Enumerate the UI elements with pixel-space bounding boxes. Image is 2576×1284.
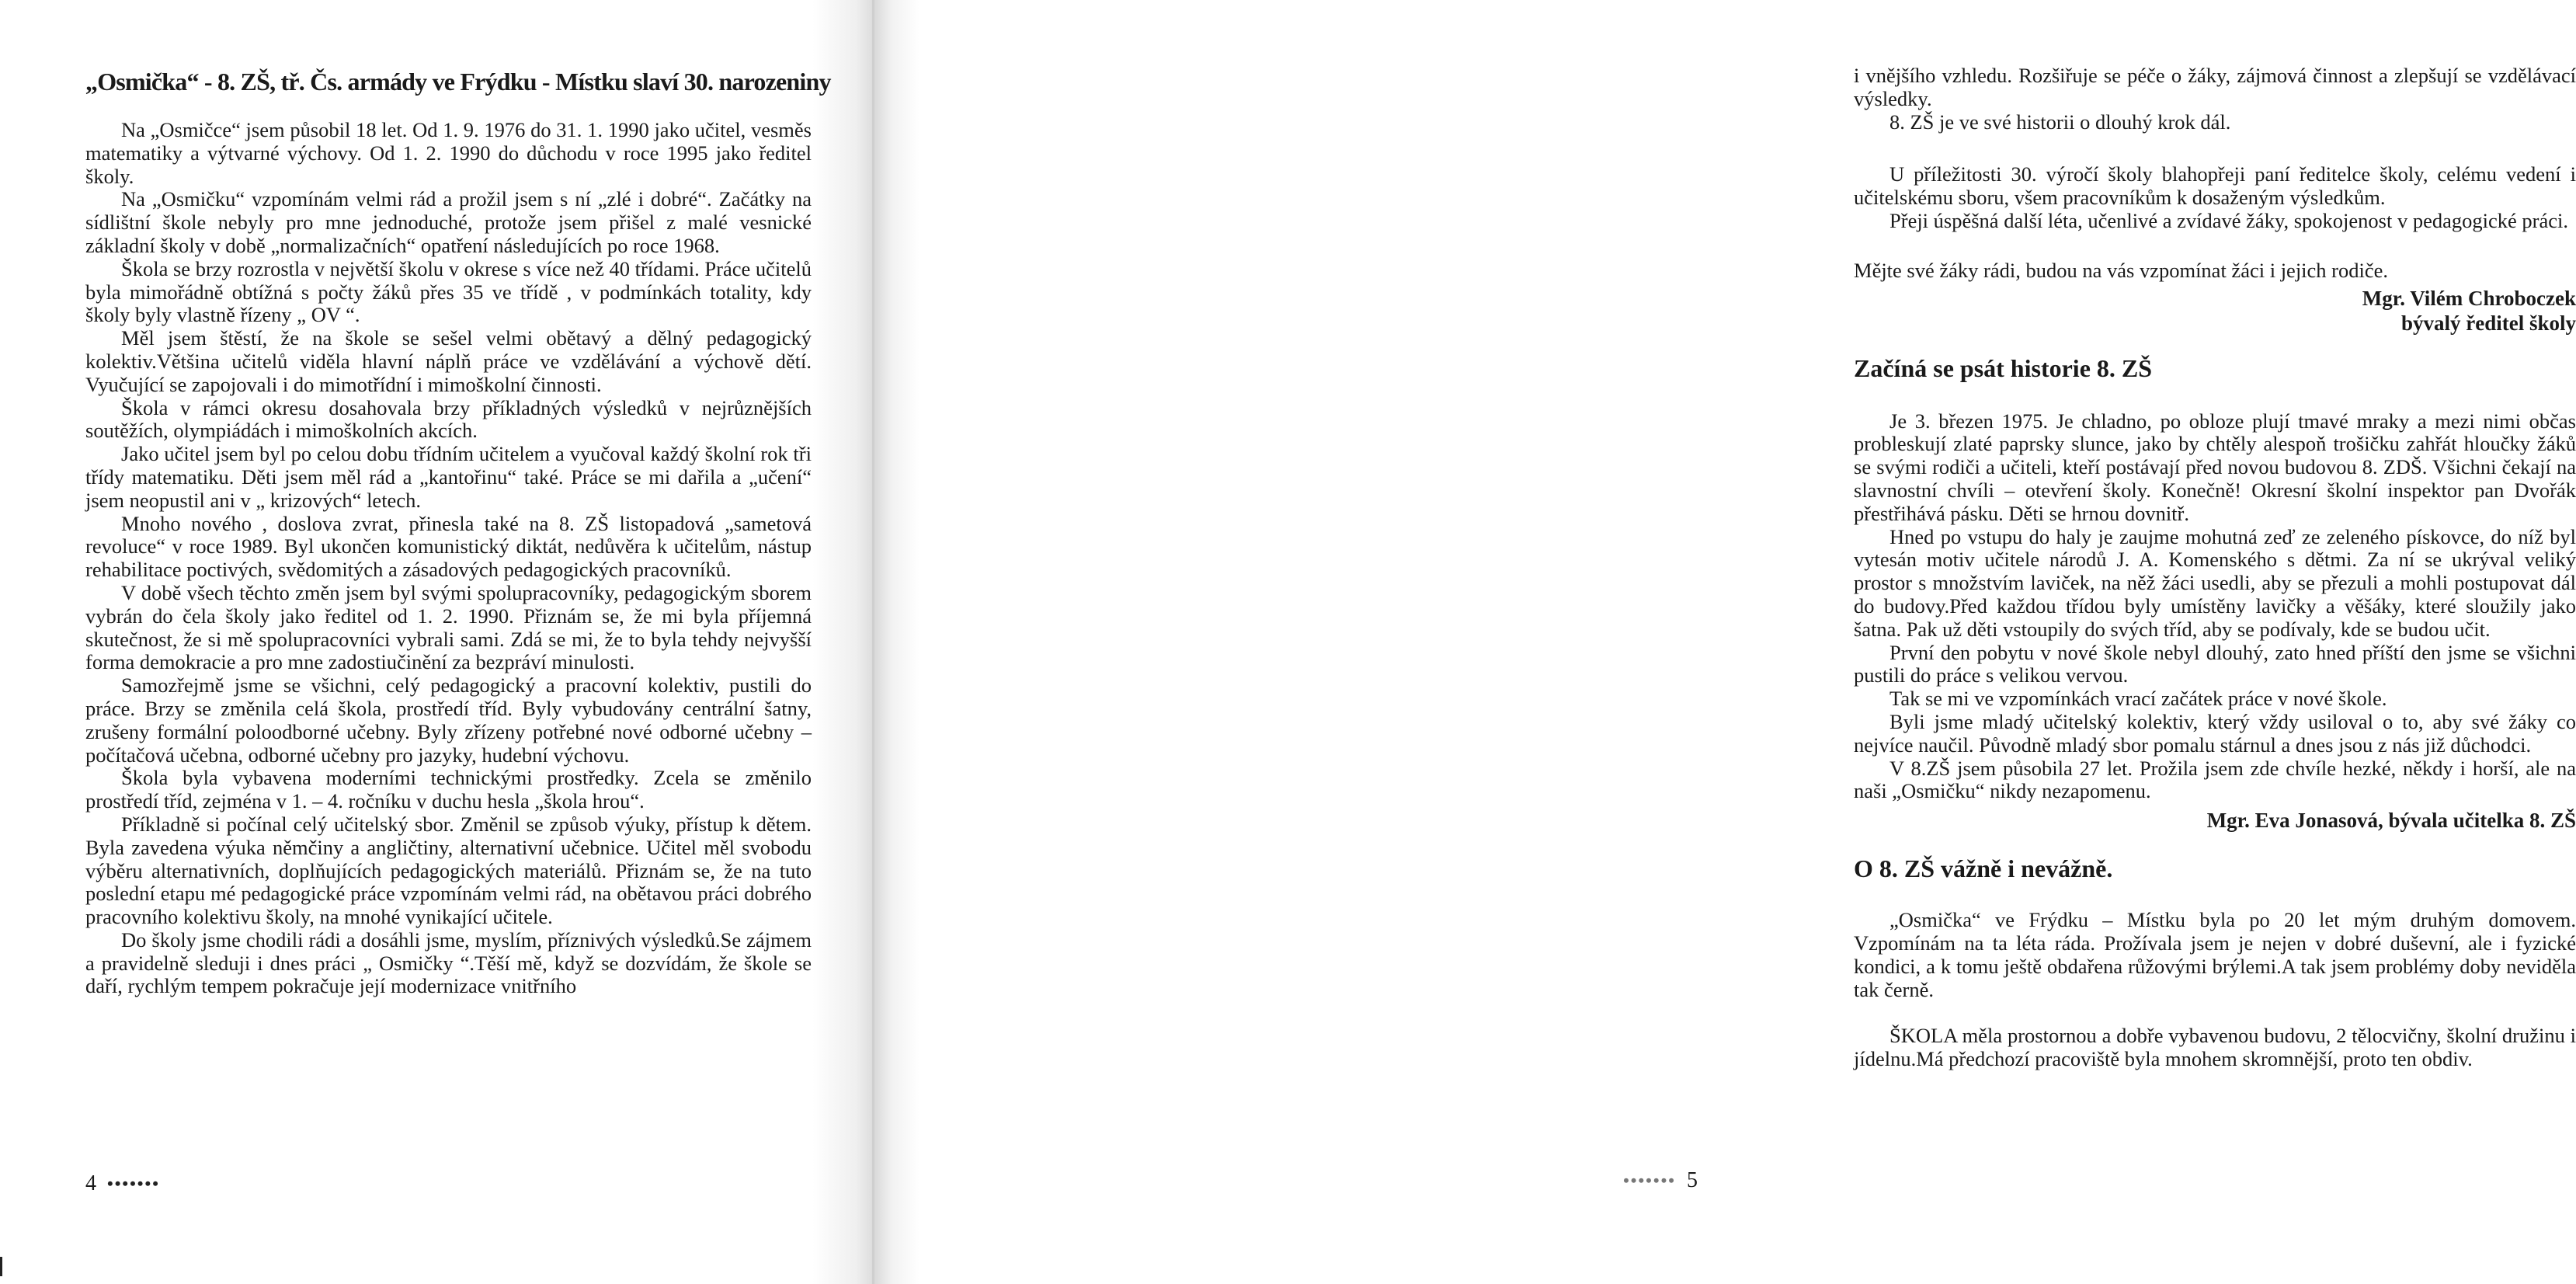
paragraph: Tak se mi ve vzpomínkách vrací začátek práce v nové škole. bbox=[1889, 687, 2387, 711]
paragraph: i vnějšího vzhledu. Rozšiřuje se péče o žáky, zájmová činnost a zlepšují se vzdělávací výsledky. bbox=[1854, 64, 2576, 110]
paragraph: Příkladně si počínal celý učitelský sbor. Změnil se způsob výuky, přístup k dětem. Byla zavedena výuka němčiny a angličtiny, alternativní učebnice. Učitel měl svobodu výběru alternativních, doplňujících pedagogických materiálů. Přiznám se, že na tuto poslední etapu mé pedagogické práce vzpomínám velmi rád, na obětavou práci dobrého pracovního kolektivu školy, na mnohé vynikající učitele. bbox=[85, 812, 812, 929]
section-heading: O 8. ZŠ vážně i nevážně. bbox=[1854, 854, 2113, 883]
paragraph: Na „Osmičku“ vzpomínám velmi rád a prožil jsem s ní „zlé i dobré“. Začátky na sídlištní škole nebyly pro mne jednoduché, protože jsem přišel z malé vesnické základní školy v době „normalizačních“ opatření následujících po roce 1968. bbox=[85, 187, 812, 257]
folio-dots-decoration: ••••••• bbox=[1623, 1171, 1676, 1190]
paragraph: Škola se brzy rozrostla v největší školu v okrese s více než 40 třídami. Práce učitelů byla mimořádně obtížná s počty žáků přes 35 ve třídě , v podmínkách totality, kdy školy byly vlastně řízeny „ OV “. bbox=[85, 256, 812, 327]
page-number-right bbox=[1612, 1168, 1698, 1193]
right-page bbox=[874, 0, 2576, 1284]
paragraph: Je 3. březen 1975. Je chladno, po obloze plují tmavé mraky a mezi nimi občas probleskují zlaté paprsky slunce, jako by chtěly alespoň trošičku zahřát hloučky žáků se svými rodiči a učiteli, kteří postávají před novou budovou 8. ZDŠ. Všichni čekají na slavnostní chvíli – otevření školy. Konečně! Okresní školní inspektor pan Dvořák přestřihává pásku. Děti se hrnou dovnitř. bbox=[1854, 409, 2576, 525]
signature-line: Mgr. Eva Jonasová, bývala učitelka 8. ZŠ bbox=[2206, 809, 2576, 833]
paragraph: Škola byla vybavena moderními technickými prostředky. Zcela se změnilo prostředí tříd, zejména v 1. – 4. ročníku v duchu hesla „škola hrou“. bbox=[85, 766, 812, 813]
right-column bbox=[1854, 64, 2576, 1071]
book-gutter bbox=[872, 0, 874, 1284]
edge-mark bbox=[0, 1257, 2, 1276]
section-heading: Začíná se psát historie 8. ZŠ bbox=[1854, 353, 2153, 382]
paragraph: Přeji úspěšná další léta, učenlivé a zvídavé žáky, spokojenost v pedagogické práci. bbox=[1889, 208, 2568, 232]
signature-name: Mgr. Vilém Chroboczek bbox=[2362, 286, 2576, 310]
paragraph: Do školy jsme chodili rádi a dosáhli jsme, myslím, příznivých výsledků.Se zájmem a pravidelně sleduji i dnes práci „ Osmičky “.Těší mě, když se dozvídám, že škole se daří, rychlým tempem pokračuje její modernizace vnitřního bbox=[85, 927, 812, 998]
paragraph: Mnoho nového , doslova zvrat, přinesla také na 8. ZŠ listopadová „sametová revoluce“ v roce 1989. Byl ukončen komunistický diktát, nedůvěra k učitelům, nástup rehabilitace poctivých, svědomitých a zásadových pedagogických pracovníků. bbox=[85, 511, 812, 582]
left-page bbox=[0, 0, 874, 1284]
page-number: 4 bbox=[85, 1171, 96, 1195]
paragraph: U příležitosti 30. výročí školy blahopřeji paní ředitelce školy, celému vedení i učitelskému sboru, všem pracovníkům k dosaženým výsledkům. bbox=[1854, 162, 2576, 210]
paragraph: Měl jsem štěstí, že na škole se sešel velmi obětavý a dělný pedagogický kolektiv.Většina učitelů viděla hlavní náplň práce ve vzdělávání a výchově dětí. Vyučující se zapojovali i do mimotřídní i mimoškolní činnosti. bbox=[85, 326, 812, 396]
paragraph: Na „Osmičce“ jsem působil 18 let. Od 1. 9. 1976 do 31. 1. 1990 jako učitel, vesměs matematiky a výtvarné výchovy. Od 1. 2. 1990 do důchodu v roce 1995 jako ředitel školy. bbox=[85, 118, 812, 188]
folio-dots-decoration: ••••••• bbox=[107, 1174, 160, 1193]
paragraph: V 8.ZŠ jsem působila 27 let. Prožila jsem zde chvíle hezké, někdy i horší, ale na naši „Osmičku“ nikdy nezapomenu. bbox=[1854, 756, 2576, 803]
page-number: 5 bbox=[1687, 1168, 1698, 1192]
paragraph: ŠKOLA měla prostornou a dobře vybavenou budovu, 2 tělocvičny, školní družinu i jídelnu.Má předchozí pracoviště byla mnohem skromnější, proto ten obdiv. bbox=[1854, 1024, 2576, 1071]
paragraph: V době všech těchto změn jsem byl svými spolupracovníky, pedagogickým sborem vybrán do čela školy jako ředitel od 1. 2. 1990. Přiznám se, že mi byla příjemná skutečnost, že si mě spolupracovníci vybrali sami. Zdá se mi, že to byla tehdy nejvyšší forma demokracie a pro mne zadostiučinění za bezpráví minulosti. bbox=[85, 580, 812, 674]
signature-role: bývalý ředitel školy bbox=[2400, 311, 2576, 335]
paragraph: Byli jsme mladý učitelský kolektiv, který vždy usiloval o to, aby své žáky co nejvíce naučil. Původně mladý sbor pomalu stárnul a dnes jsou z nás již důchodci. bbox=[1854, 709, 2576, 757]
page-number-left bbox=[85, 1171, 171, 1196]
closing-line: Mějte své žáky rádi, budou na vás vzpomínat žáci i jejich rodiče. bbox=[1854, 258, 2389, 282]
article-title: „Osmička“ - 8. ZŠ, tř. Čs. armády ve Frýdku - Místku slaví 30. narozeniny bbox=[85, 68, 831, 96]
paragraph: 8. ZŠ je ve své historii o dlouhý krok dál. bbox=[1889, 110, 2231, 134]
paragraph: Jako učitel jsem byl po celou dobu třídním učitelem a vyučoval každý školní rok tři třídy matematiku. Děti jsem měl rád a „kantořinu“ také. Práce se mi dařila a „učení“ jsem neopustil ani v „ krizových“ letech. bbox=[85, 442, 812, 512]
paragraph: První den pobytu v nové škole nebyl dlouhý, zato hned příští den jsme se všichni pustili do práce s velikou vervou. bbox=[1854, 640, 2576, 687]
paragraph: Škola v rámci okresu dosahovala brzy příkladných výsledků v nejrůznějších soutěžích, olympiádách i mimoškolních akcích. bbox=[85, 395, 812, 443]
left-column bbox=[85, 66, 831, 998]
paragraph: Hned po vstupu do haly je zaujme mohutná zeď ze zeleného pískovce, do níž byl vytesán motiv učitele národů J. A. Komenského s dětmi. Za ní se ukrýval veliký prostor s množstvím laviček, na něž žáci usedli, aby se přezuli a mohli postupovat dál do budovy.Před každou třídou byly umístěny lavičky a věšáky, které sloužily jako šatna. Pak už děti vstoupily do svých tříd, aby se podívaly, kde se budou učit. bbox=[1854, 524, 2576, 641]
paragraph: „Osmička“ ve Frýdku – Místku byla po 20 let mým druhým domovem. Vzpomínám na ta léta ráda. Prožívala jsem je nejen v dobré duševní, ale i fyzické kondici, a k tomu ještě obdařena růžovými brýlemi.A tak jsem problémy doby neviděla tak černě. bbox=[1854, 908, 2576, 1001]
paragraph: Samozřejmě jsme se všichni, celý pedagogický a pracovní kolektiv, pustili do práce. Brzy se změnila celá škola, prostředí tříd. Byly vybudovány centrální šatny, zrušeny formální poloodborné učebny. Byly zřízeny potřebné nové odborné učebny – počítačová učebna, odborné učebny pro jazyky, hudební výchovu. bbox=[85, 673, 812, 767]
